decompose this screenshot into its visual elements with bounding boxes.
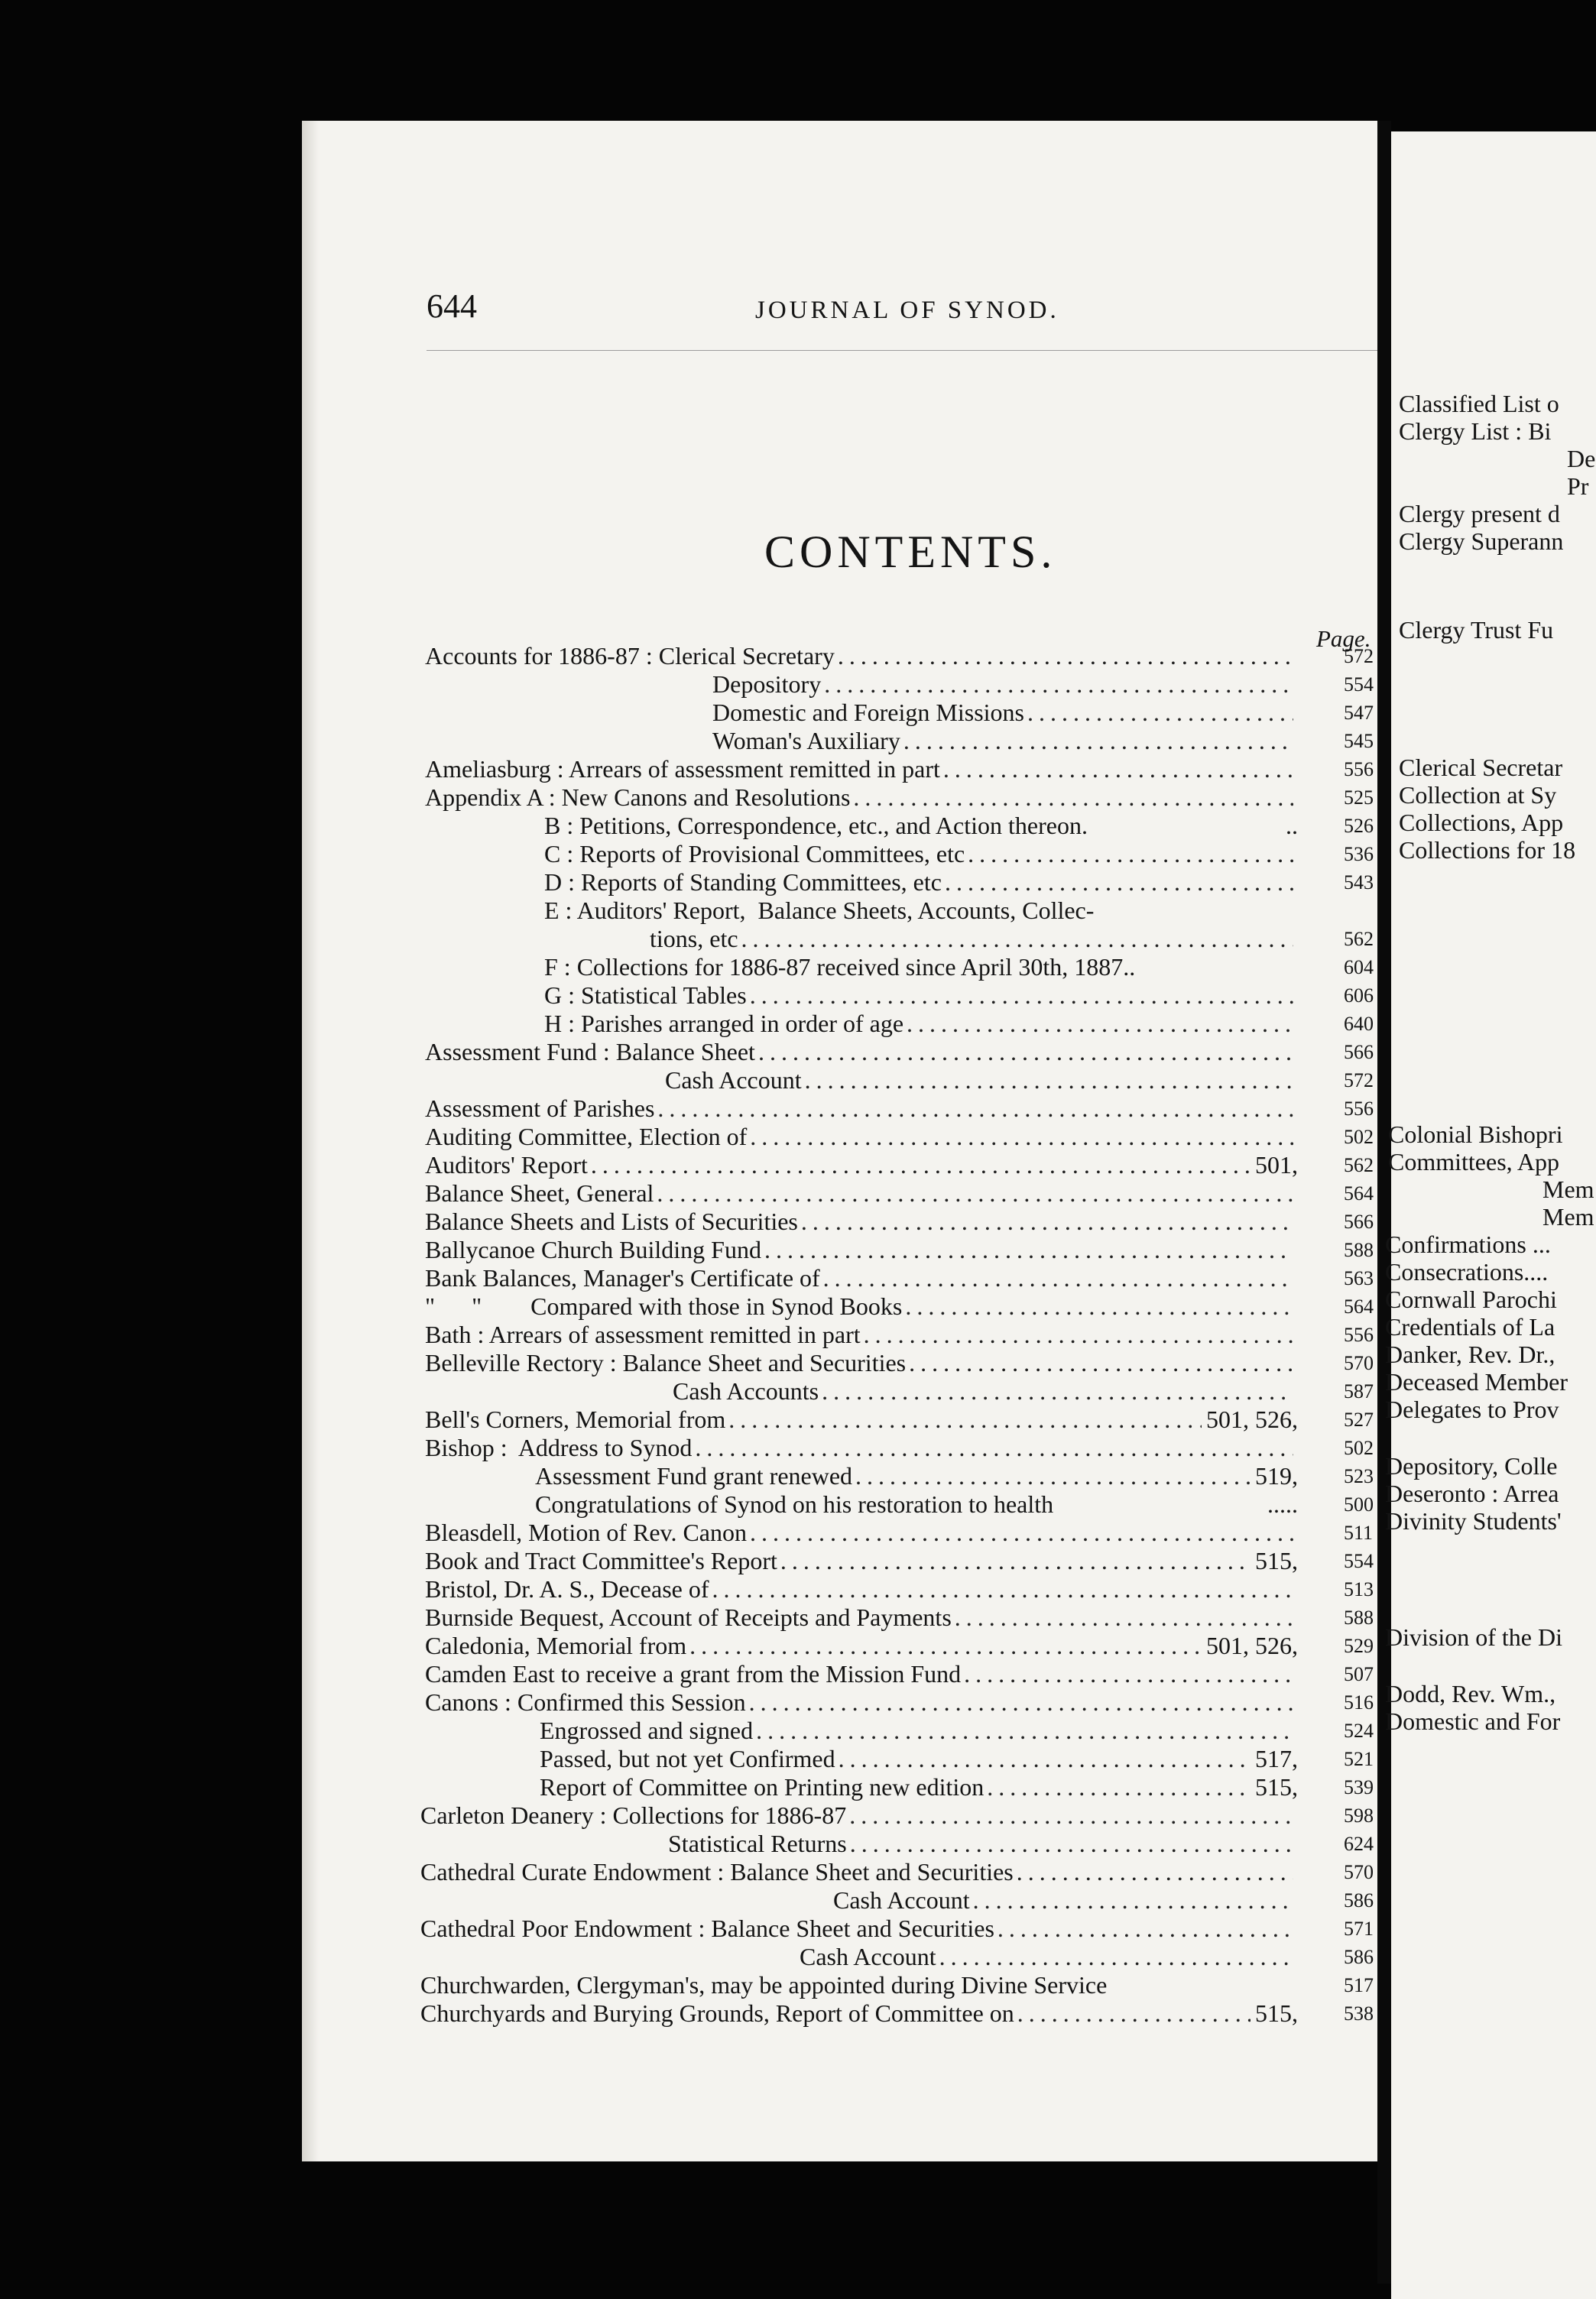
facing-page-line: Delegates to Prov (1385, 1396, 1559, 1423)
entry-page-number: 588 (1344, 1607, 1374, 1629)
dot-leader (823, 1266, 1293, 1290)
entry-label: Book and Tract Committee's Report (425, 1547, 777, 1574)
facing-page-line: Depository, Colle (1385, 1452, 1558, 1480)
dot-leader (998, 1916, 1293, 1941)
entry-page-refs: ..... (1267, 1490, 1298, 1518)
facing-page-line: Clergy Superann (1399, 527, 1564, 555)
contents-entry (544, 898, 1298, 926)
contents-entry (420, 1860, 1298, 1887)
entry-label: D : Reports of Standing Committees, etc (544, 868, 942, 896)
contents-entry (425, 1096, 1298, 1124)
entry-label: Burnside Bequest, Account of Receipts and Payments (425, 1603, 952, 1631)
entry-page-number: 538 (1344, 2002, 1374, 2025)
contents-entry (425, 1124, 1298, 1152)
entry-page-number: 529 (1344, 1635, 1374, 1657)
contents-entry (800, 1944, 1298, 1972)
entry-label: Canons : Confirmed this Session (425, 1688, 746, 1716)
entry-page-number: 587 (1344, 1380, 1374, 1402)
entry-page-number: 511 (1344, 1522, 1374, 1544)
entry-label: Cash Account (800, 1943, 936, 1970)
entry-label: Passed, but not yet Confirmed (540, 1745, 835, 1772)
contents-entry (420, 1973, 1298, 2000)
entry-label: " " Compared with those in Synod Books (425, 1292, 903, 1320)
entry-page-number: 564 (1344, 1182, 1374, 1205)
dot-leader (750, 983, 1293, 1007)
entry-label: Camden East to receive a grant from the Mission Fund (425, 1660, 962, 1688)
entry-page-number: 556 (1344, 758, 1374, 780)
entry-page-number: 525 (1344, 786, 1374, 809)
facing-page-line: Consecrations.... (1385, 1258, 1549, 1286)
dot-leader (909, 1351, 1293, 1375)
dot-leader (824, 672, 1293, 696)
contents-heading: CONTENTS. (764, 527, 1057, 577)
dot-leader (903, 728, 1293, 753)
dot-leader (780, 1548, 1251, 1573)
entry-label: E : Auditors' Report, Balance Sheets, Accounts, Collec- (544, 897, 1095, 924)
entry-page-number: 502 (1344, 1126, 1374, 1148)
contents-entry (544, 983, 1298, 1010)
entry-page-number: 562 (1344, 928, 1374, 950)
entry-label: Bath : Arrears of assessment remitted in part (425, 1321, 861, 1348)
dot-leader (839, 1746, 1251, 1771)
contents-entry (425, 1266, 1298, 1293)
contents-entry (665, 1068, 1298, 1095)
facing-page-line: Classified List o (1399, 390, 1559, 417)
entry-page-number: 554 (1344, 1550, 1374, 1572)
contents-entry (712, 728, 1298, 756)
dot-leader (689, 1633, 1202, 1658)
entry-label: Depository (712, 670, 822, 698)
entry-label: Churchwarden, Clergyman's, may be appointed during Divine Service (420, 1971, 1108, 1999)
entry-page-number: 507 (1344, 1663, 1374, 1685)
dot-leader (805, 1068, 1293, 1092)
dot-leader (838, 644, 1293, 668)
entry-label: F : Collections for 1886-87 received since April 30th, 1887.. (544, 953, 1136, 981)
entry-page-number: 566 (1344, 1211, 1374, 1233)
contents-entry (425, 1294, 1298, 1321)
entry-label: Report of Committee on Printing new edition (540, 1773, 985, 1801)
contents-entry (425, 1690, 1298, 1717)
entry-page-number: 543 (1344, 871, 1374, 893)
entry-page-number: 566 (1344, 1041, 1374, 1063)
running-title: JOURNAL OF SYNOD. (755, 297, 1059, 324)
entry-page-number: 624 (1344, 1833, 1374, 1855)
entry-page-number: 547 (1344, 702, 1374, 724)
entry-page-number: 516 (1344, 1691, 1374, 1714)
entry-label: Congratulations of Synod on his restoration to health (535, 1490, 1054, 1518)
facing-page-line: Credentials of La (1385, 1313, 1555, 1341)
entry-label: B : Petitions, Correspondence, etc., and Action thereon. (544, 812, 1088, 839)
contents-entry (668, 1831, 1298, 1859)
entry-label: Auditing Committee, Election of (425, 1123, 748, 1150)
dot-leader (905, 1294, 1293, 1318)
entry-page-number: 521 (1344, 1748, 1374, 1770)
dot-leader (987, 1775, 1251, 1799)
facing-page-line: Danker, Rev. Dr., (1385, 1341, 1555, 1368)
dot-leader (855, 1464, 1251, 1488)
facing-page-line: Collections, App (1399, 809, 1564, 836)
contents-entry (535, 1492, 1298, 1519)
dot-leader (939, 1944, 1293, 1969)
facing-page-line: Dodd, Rev. Wm., (1385, 1680, 1556, 1707)
contents-entry (425, 1322, 1298, 1350)
page-number: 644 (427, 287, 477, 325)
entry-label: G : Statistical Tables (544, 981, 747, 1009)
page-column-label: Page. (1316, 625, 1371, 652)
contents-entry (540, 1746, 1298, 1774)
facing-page-line: Deceased Member (1385, 1368, 1568, 1396)
contents-entry (540, 1718, 1298, 1746)
entry-page-number: 536 (1344, 843, 1374, 865)
entry-page-number: 562 (1344, 1154, 1374, 1176)
contents-entry (425, 1577, 1298, 1604)
contents-entry (425, 1209, 1298, 1237)
entry-label: Auditors' Report (425, 1151, 588, 1179)
entry-label: Cash Account (833, 1886, 970, 1914)
header-rule (427, 350, 1377, 351)
facing-page-line: Clerical Secretar (1399, 754, 1563, 781)
facing-page-line: Division of the Di (1385, 1623, 1562, 1651)
entry-page-number: 545 (1344, 730, 1374, 752)
dot-leader (1017, 1860, 1293, 1884)
contents-entry (425, 1181, 1298, 1208)
facing-page-line: Collections for 18 (1399, 836, 1576, 864)
entry-page-number: 564 (1344, 1295, 1374, 1318)
entry-page-refs: 501, 526, (1206, 1632, 1298, 1659)
entry-label: Cathedral Curate Endowment : Balance Sheet and Securities (420, 1858, 1014, 1886)
contents-entry (425, 644, 1298, 671)
entry-label: Cash Accounts (673, 1377, 819, 1405)
entry-page-refs: 519, (1255, 1462, 1298, 1490)
entry-page-number: 572 (1344, 1069, 1374, 1091)
dot-leader (657, 1096, 1293, 1120)
contents-entry (712, 672, 1298, 699)
contents-entry (425, 1351, 1298, 1378)
contents-entry (420, 1803, 1298, 1830)
facing-page-line: Domestic and For (1385, 1707, 1561, 1735)
entry-page-number: 640 (1344, 1013, 1374, 1035)
entry-page-number: 523 (1344, 1465, 1374, 1487)
contents-entry (833, 1888, 1298, 1915)
facing-page-line: Collection at Sy (1399, 781, 1557, 809)
entry-page-number: 556 (1344, 1098, 1374, 1120)
contents-entry (425, 785, 1298, 812)
entry-label: Engrossed and signed (540, 1717, 754, 1744)
entry-page-refs: .. (1286, 812, 1298, 839)
dot-leader (764, 1237, 1293, 1262)
dot-leader (695, 1435, 1293, 1460)
contents-entry (544, 813, 1298, 841)
entry-label: Cash Account (665, 1066, 802, 1094)
entry-label: H : Parishes arranged in order of age (544, 1010, 904, 1037)
entry-label: Statistical Returns (668, 1830, 847, 1857)
contents-entry (425, 757, 1298, 784)
entry-label: Ameliasburg : Arrears of assessment remitted in part (425, 755, 940, 783)
contents-entry (425, 1520, 1298, 1548)
facing-page-line: Cornwall Parochi (1385, 1286, 1557, 1313)
entry-page-number: 588 (1344, 1239, 1374, 1261)
dot-leader (801, 1209, 1293, 1234)
contents-entry (544, 841, 1298, 869)
entry-page-refs: 517, (1255, 1745, 1298, 1772)
entry-page-number: 554 (1344, 673, 1374, 696)
entry-label: Bank Balances, Manager's Certificate of (425, 1264, 820, 1292)
entry-page-number: 606 (1344, 984, 1374, 1007)
facing-page-line: Confirmations ... (1385, 1231, 1551, 1258)
facing-page-line: Committees, App (1388, 1148, 1559, 1175)
dot-leader (864, 1322, 1293, 1347)
facing-page-line: De (1567, 445, 1596, 472)
entry-page-refs: 501, (1255, 1151, 1298, 1179)
entry-label: Assessment of Parishes (425, 1094, 655, 1122)
entry-page-number: 524 (1344, 1720, 1374, 1742)
facing-page-line: Colonial Bishopri (1388, 1120, 1563, 1148)
entry-page-number: 570 (1344, 1861, 1374, 1883)
entry-label: Cathedral Poor Endowment : Balance Sheet and Securities (420, 1915, 994, 1942)
contents-entry (425, 1237, 1298, 1265)
entry-label: Appendix A : New Canons and Resolutions (425, 783, 851, 811)
facing-page-line: Pr (1567, 472, 1589, 500)
dot-leader (955, 1605, 1293, 1629)
contents-entry (425, 1435, 1298, 1463)
entry-label: Bell's Corners, Memorial from (425, 1406, 726, 1433)
entry-page-number: 556 (1344, 1324, 1374, 1346)
dot-leader (850, 1831, 1293, 1856)
contents-entry (420, 1916, 1298, 1944)
facing-page-line: Deseronto : Arrea (1385, 1480, 1559, 1507)
entry-label: Bleasdell, Motion of Rev. Canon (425, 1519, 747, 1546)
entry-page-number: 539 (1344, 1776, 1374, 1798)
contents-entry (540, 1775, 1298, 1802)
entry-label: Balance Sheet, General (425, 1179, 654, 1207)
contents-entry (544, 1011, 1298, 1039)
entry-page-number: 563 (1344, 1267, 1374, 1289)
dot-leader (968, 841, 1293, 866)
dot-leader (973, 1888, 1293, 1912)
entry-page-number: 570 (1344, 1352, 1374, 1374)
contents-entry (425, 1605, 1298, 1633)
entry-label: Woman's Auxiliary (712, 727, 900, 754)
entry-page-number: 572 (1344, 645, 1374, 667)
entry-page-number: 586 (1344, 1946, 1374, 1968)
entry-page-refs: 515, (1255, 1999, 1298, 2027)
dot-leader (1027, 700, 1293, 725)
entry-label: Assessment Fund : Balance Sheet (425, 1038, 755, 1065)
entry-page-number: 500 (1344, 1493, 1374, 1516)
contents-entry (425, 1407, 1298, 1435)
dot-leader (712, 1577, 1294, 1601)
entry-label: Carleton Deanery : Collections for 1886-87 (420, 1801, 847, 1829)
entry-page-number: 598 (1344, 1805, 1374, 1827)
entry-label: tions, etc (650, 925, 738, 952)
entry-label: Domestic and Foreign Missions (712, 699, 1024, 726)
dot-leader (822, 1379, 1293, 1403)
contents-entry (544, 955, 1298, 982)
entry-page-number: 513 (1344, 1578, 1374, 1600)
dot-leader (758, 1039, 1293, 1064)
dot-leader (728, 1407, 1202, 1432)
facing-page-line: Clergy List : Bi (1399, 417, 1552, 445)
facing-page-line: Divinity Students' (1385, 1507, 1562, 1535)
dot-leader (943, 757, 1293, 781)
dot-leader (1017, 2001, 1251, 2025)
contents-entry (650, 926, 1298, 954)
entry-page-number: 604 (1344, 956, 1374, 978)
entry-label: C : Reports of Provisional Committees, etc (544, 840, 965, 867)
contents-entry (425, 1548, 1298, 1576)
dot-leader (945, 870, 1293, 894)
contents-entry (425, 1153, 1298, 1180)
page-edge (302, 121, 319, 2161)
dot-leader (750, 1124, 1293, 1149)
entry-label: Churchyards and Burying Grounds, Report of Committee on (420, 1999, 1014, 2027)
dot-leader (749, 1690, 1293, 1714)
entry-page-refs: 515, (1255, 1547, 1298, 1574)
entry-label: Accounts for 1886-87 : Clerical Secretary (425, 642, 835, 670)
dot-leader (657, 1181, 1293, 1205)
facing-page-line: Clergy Trust Fu (1399, 616, 1554, 644)
dot-leader (964, 1662, 1293, 1686)
entry-page-number: 526 (1344, 815, 1374, 837)
facing-page-line: Mem (1542, 1175, 1594, 1203)
entry-label: Assessment Fund grant renewed (535, 1462, 853, 1490)
entry-label: Bristol, Dr. A. S., Decease of (425, 1575, 709, 1603)
contents-entry (673, 1379, 1298, 1406)
contents-entry (420, 2001, 1298, 2028)
entry-label: Balance Sheets and Lists of Securities (425, 1208, 798, 1235)
dot-leader (750, 1520, 1293, 1545)
entry-label: Bishop : Address to Synod (425, 1434, 693, 1461)
dot-leader (741, 926, 1293, 951)
entry-page-refs: 515, (1255, 1773, 1298, 1801)
contents-entry (425, 1633, 1298, 1661)
entry-label: Ballycanoe Church Building Fund (425, 1236, 761, 1263)
entry-page-number: 517 (1344, 1974, 1374, 1996)
dot-leader (756, 1718, 1293, 1743)
book-gutter (1377, 121, 1391, 2284)
entry-page-number: 586 (1344, 1889, 1374, 1912)
entry-page-number: 502 (1344, 1437, 1374, 1459)
entry-page-number: 527 (1344, 1409, 1374, 1431)
contents-entry (544, 870, 1298, 897)
dot-leader (907, 1011, 1293, 1036)
contents-entry (712, 700, 1298, 728)
contents-entry (425, 1662, 1298, 1689)
entry-label: Belleville Rectory : Balance Sheet and Securities (425, 1349, 907, 1376)
contents-entry (425, 1039, 1298, 1067)
dot-leader (853, 785, 1293, 809)
contents-entry (535, 1464, 1298, 1491)
facing-page-line: Clergy present d (1399, 500, 1560, 527)
dot-leader (849, 1803, 1293, 1827)
dot-leader (591, 1153, 1251, 1177)
facing-page-line: Mem (1542, 1203, 1594, 1231)
entry-label: Caledonia, Memorial from (425, 1632, 687, 1659)
entry-page-number: 571 (1344, 1918, 1374, 1940)
entry-page-refs: 501, 526, (1206, 1406, 1298, 1433)
